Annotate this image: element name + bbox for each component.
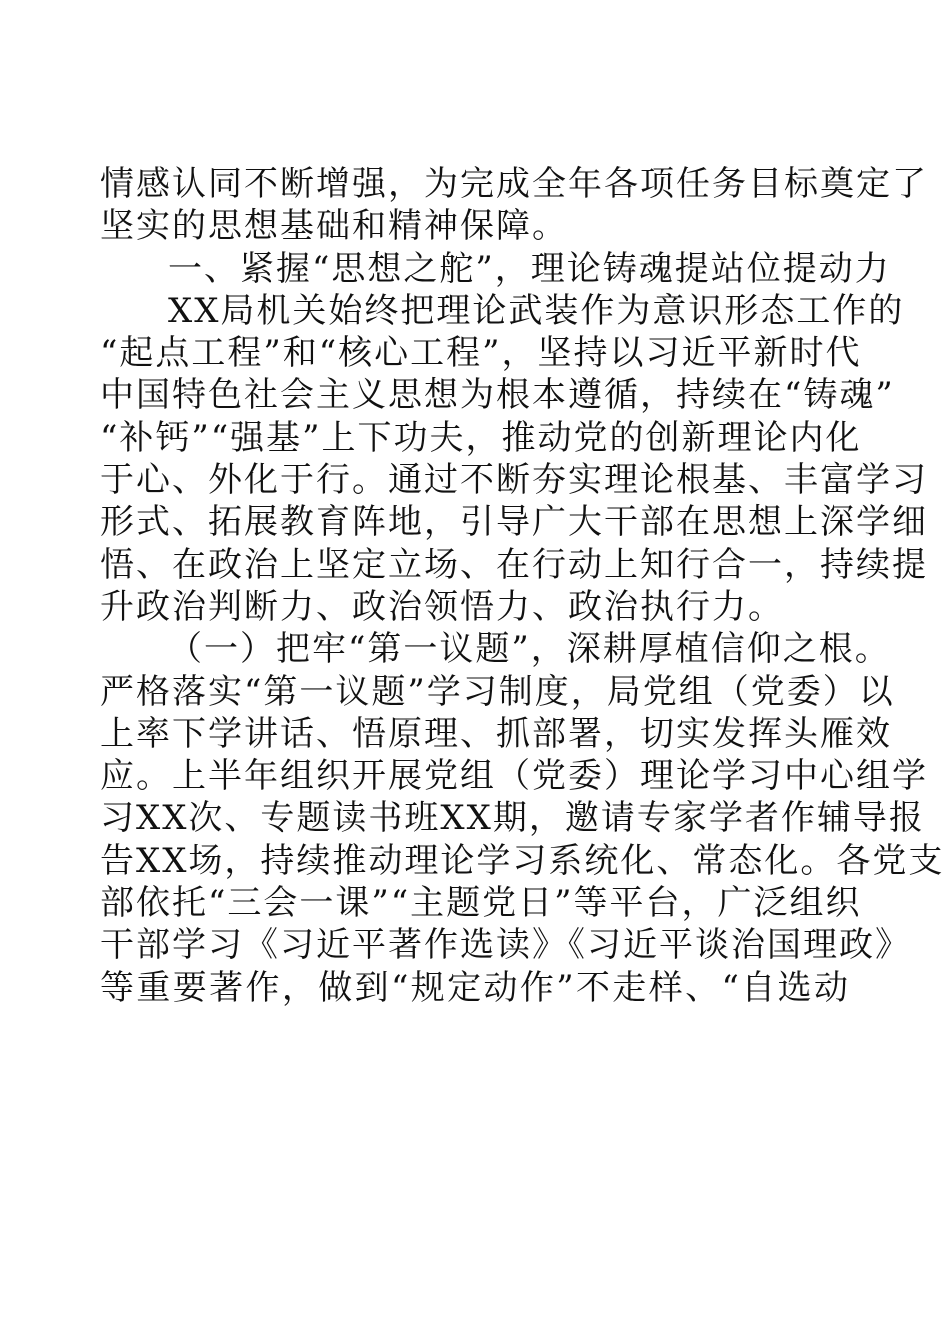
text-line: “起点工程”和“核心工程”，坚持以习近平新时代 [100, 333, 862, 374]
text-line: 干部学习《习近平著作选读》《习近平谈治国理政》 [100, 925, 911, 966]
text-line: 习XX次、专题读书班XX期，邀请专家学者作辅导报 [100, 798, 925, 839]
text-line: 悟、在政治上坚定立场、在行动上知行合一，持续提 [100, 544, 928, 585]
text-line: XX局机关始终把理论武装作为意识形态工作的 [168, 290, 905, 331]
subsection-heading: （一）把牢“第一议题”，深耕厚植信仰之根。 [168, 629, 891, 670]
text-line: 部依托“三会一课”“主题党日”等平台，广泛组织 [100, 883, 862, 924]
text-line: 于心、外化于行。通过不断夯实理论根基、丰富学习 [100, 460, 928, 501]
text-line: “补钙”“强基”上下功夫，推动党的创新理论内化 [100, 417, 862, 458]
text-line: 应。上半年组织开展党组（党委）理论学习中心组学 [100, 756, 928, 797]
text-line: 坚实的思想基础和精神保障。 [100, 206, 568, 247]
body-text [100, 163, 945, 1009]
text-line: 等重要著作，做到“规定动作”不走样、“自选动 [100, 967, 850, 1008]
text-line: 告XX场，持续推动理论学习系统化、常态化。各党支 [100, 840, 945, 881]
text-line: 形式、拓展教育阵地，引导广大干部在思想上深学细 [100, 502, 928, 543]
text-line: 中国特色社会主义思想为根本遵循，持续在“铸魂” [100, 375, 895, 416]
text-line: 升政治判断力、政治领悟力、政治执行力。 [100, 586, 784, 627]
text-line: 严格落实“第一议题”学习制度，局党组（党委）以 [100, 671, 895, 712]
section-heading: 一、紧握“思想之舵”，理论铸魂提站位提动力 [168, 248, 891, 289]
text-line: 情感认同不断增强，为完成全年各项任务目标奠定了 [100, 164, 928, 204]
text-line: 上率下学讲话、悟原理、抓部署，切实发挥头雁效 [100, 713, 892, 754]
